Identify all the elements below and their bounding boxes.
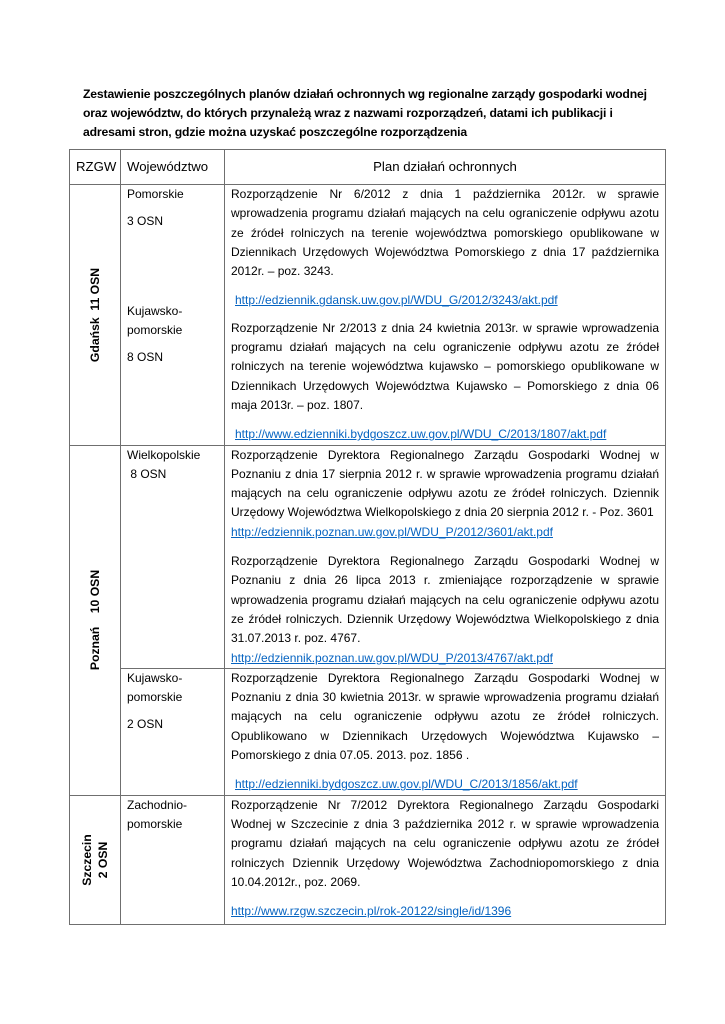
wojewodztwo-cell-wielkopolskie (121, 445, 225, 668)
rzgw-cell-gdansk (70, 185, 121, 446)
wojewodztwo-name-line1: Kujawsko- (127, 303, 183, 318)
table-row-poznan-kujawsko-pomorskie (70, 668, 666, 795)
osn-count: 8 OSN (127, 466, 167, 481)
wojewodztwo-name-line2: pomorskie (127, 322, 183, 337)
plan-cell-gdansk (225, 185, 666, 446)
wojewodztwo-name: Pomorskie (127, 187, 184, 201)
wojewodztwo-cell-zachodniopomorskie (121, 795, 225, 924)
plan-cell-wielkopolskie (225, 445, 666, 668)
rzgw-cell-szczecin (70, 795, 121, 924)
osn-count: 8 OSN (127, 350, 164, 365)
rzgw-label-line2: 2 OSN (96, 841, 110, 878)
wojewodztwo-cell-gdansk (121, 185, 225, 446)
rzgw-label-szczecin (79, 834, 111, 885)
table-row-szczecin (70, 795, 666, 924)
regulation-link[interactable]: http://edziennik.poznan.uw.gov.pl/WDU_P/2012/3601/akt.pdf (231, 524, 553, 539)
wojewodztwo-name-line1: Kujawsko- (127, 670, 183, 685)
document-title: Zestawienie poszczególnych planów działań ochronnych wg regionalne zarządy gospodarki wodnej oraz województw, do których przynależą wraz z nazwami rozporządzeń, datami ich publikacji i adresami stron, gdzie można uzyskać poszczególne rozporządzenia (83, 87, 647, 139)
wojewodztwo-name-line2: pomorskie (127, 690, 183, 705)
regulation-link[interactable]: http://edziennik.gdansk.uw.gov.pl/WDU_G/2012/3243/akt.pdf (235, 293, 558, 308)
wojewodztwo-name-line2: pomorskie (127, 816, 183, 831)
regulation-text: Rozporządzenie Dyrektora Regionalnego Zarządu Gospodarki Wodnej w Poznaniu z dnia 26 lipca 2013 r. zmieniające rozporządzenie w sprawie wprowadzenia programu działań mających na celu ograniczenie odpływu azotu ze źródeł rolniczych. Dziennik Urzędowy Województwa Wielkopolskiego z dnia 31.07.2013 r. poz. 4767. (231, 554, 659, 646)
regulation-text: Rozporządzenie Dyrektora Regionalnego Zarządu Gospodarki Wodnej w Poznaniu z dnia 17 sierpnia 2012 r. w sprawie wprowadzenia programu działań mających na celu ograniczenie odpływu azotu ze źródeł rolniczych. Dziennik Urzędowy Województwa Wielkopolskiego z dnia 20 sierpnia 2012 r. - Poz. 3601 (231, 447, 659, 520)
rzgw-label-line1: Szczecin (80, 833, 94, 886)
regulation-link[interactable]: http://edziennik.poznan.uw.gov.pl/WDU_P/2013/4767/akt.pdf (231, 650, 553, 665)
rzgw-label-gdansk: Gdańsk 11 OSN (88, 267, 102, 362)
plan-cell-zachodniopomorskie (225, 795, 666, 924)
table-header-row (70, 150, 666, 185)
wojewodztwo-cell-kujawsko-pomorskie (121, 668, 225, 795)
wojewodztwo-name: Wielkopolskie (127, 447, 201, 462)
regulation-link[interactable]: http://www.edzienniki.bydgoszcz.uw.gov.pl/WDU_C/2013/1807/akt.pdf (235, 427, 607, 442)
regulation-text: Rozporządzenie Nr 2/2013 z dnia 24 kwietnia 2013r. w sprawie wprowadzenia programu działań mających na celu ograniczenie odpływu azotu ze źródeł rolniczych na terenie województwa kujawsko – pomorskiego opublikowane w Dziennikach Urzędowych Województwa Kujawsko – Pomorskiego z dnia 06 maja 2013r. – poz. 1807. (231, 320, 659, 412)
table-row-gdansk (70, 185, 666, 446)
osn-count: 3 OSN (127, 214, 164, 229)
header-plan: Plan działań ochronnych (225, 150, 666, 185)
regulation-text: Rozporządzenie Dyrektora Regionalnego Zarządu Gospodarki Wodnej w Poznaniu z dnia 30 kwietnia 2013r. w sprawie wprowadzenia programu działań mających na celu ograniczenie odpływu azotu ze źródeł rolniczych. Opublikowano w Dziennikach Urzędowych Województwa Kujawsko – Pomorskiego z dnia 07.05. 2013. poz. 1856 . (231, 670, 659, 763)
rzgw-cell-poznan (70, 445, 121, 795)
plan-cell-kujawsko-pomorskie-poznan (225, 668, 666, 795)
header-wojewodztwo: Województwo (121, 150, 225, 185)
regulation-link[interactable]: http://edzienniki.bydgoszcz.uw.gov.pl/WDU_C/2013/1856/akt.pdf (235, 777, 578, 792)
wojewodztwo-name-line1: Zachodnio- (127, 797, 188, 812)
regulation-text: Rozporządzenie Nr 6/2012 z dnia 1 października 2012r. w sprawie wprowadzenia programu działań mających na celu ograniczenie odpływu azotu ze źródeł rolniczych na terenie województwa pomorskiego opublikowane w Dziennikach Urzędowych Województwa Pomorskiego z dnia 17 października 2012r. – poz. 3243. (231, 187, 659, 279)
rzgw-label-poznan: Poznań 10 OSN (88, 569, 102, 671)
regulation-text: Rozporządzenie Nr 7/2012 Dyrektora Regionalnego Zarządu Gospodarki Wodnej w Szczecinie z dnia 3 października 2012 r. w sprawie wprowadzenia programu działań mających na celu ograniczenie odpływu azotu ze źródeł rolniczych Dziennik Urzędowy Województwa Zachodniopomorskiego z dnia 10.04.2012r., poz. 2069. (231, 797, 659, 889)
table-row-poznan-wielkopolskie (70, 445, 666, 668)
header-rzgw: RZGW (70, 150, 121, 185)
osn-count: 2 OSN (127, 717, 164, 732)
regulation-link[interactable]: http://www.rzgw.szczecin.pl/rok-20122/single/id/1396 (231, 904, 512, 919)
action-plans-table (69, 149, 666, 925)
